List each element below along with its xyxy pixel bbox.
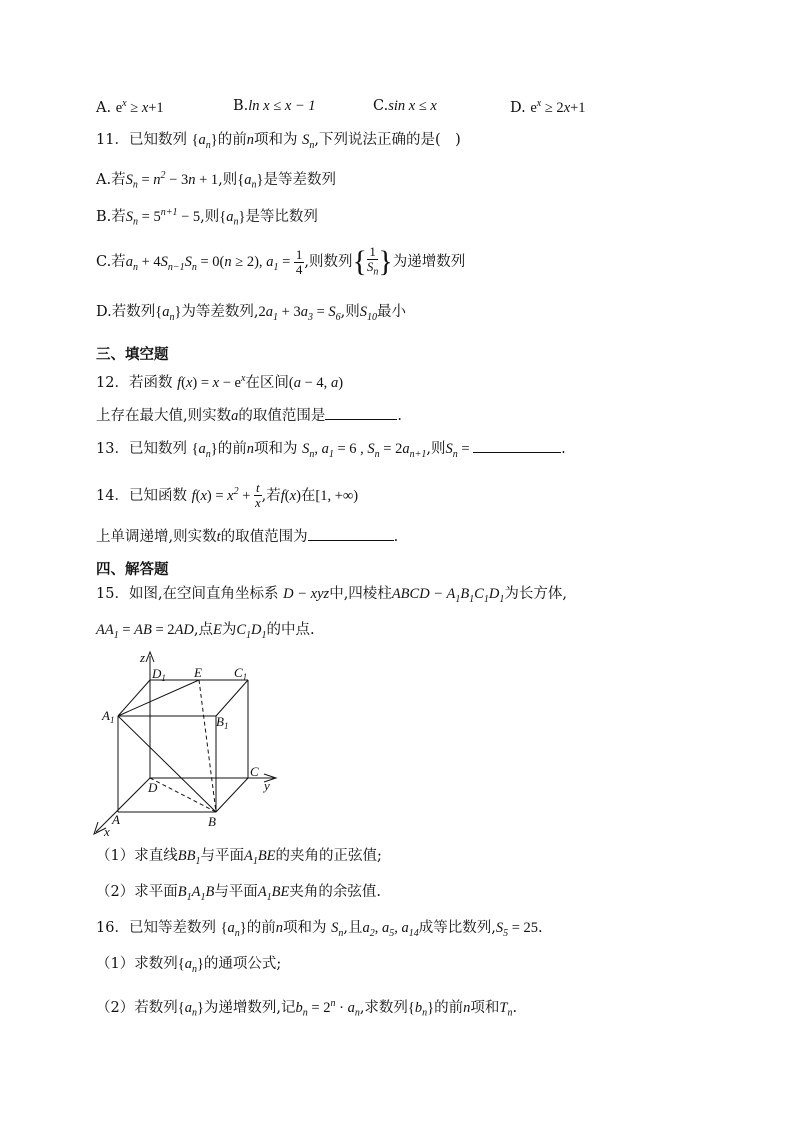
label-e: E — [194, 665, 202, 680]
label-x: x — [104, 824, 110, 839]
q11-option-c: C.若$a_n + 4S_{n-1}S_n = 0(n \ge 2)$, $a_1$ = $\frac{1}{4}$ ,则数列{ $\frac{1}{S_n}$ }为递增数列 — [96, 243, 466, 278]
label-b: B — [208, 814, 216, 829]
label-d1: $D_1$ — [152, 666, 166, 683]
label-c1: $C_1$ — [234, 665, 248, 682]
answer-blank[interactable] — [325, 405, 397, 420]
answer-blank[interactable] — [308, 526, 394, 541]
q16-part1: （1）求数列$\{a_n\}$的通项公式; — [96, 956, 282, 975]
fraction-one-quarter: $\frac{1}{4}$ — [295, 246, 303, 277]
q14-line1: 14．已知函数 $f(x) = x^2$ + $\frac{t}{x}$ ,若f(x)在[1, +∞) — [96, 480, 359, 511]
q10-option-b: B.ln x ≤ x − 1 — [233, 98, 316, 114]
q12-line1: 12．若函数 $f(x) = x - e^x$在区间(a − 4, a) — [96, 373, 344, 391]
q14-line2: 上单调递增,则实数t的取值范围为 . — [96, 526, 398, 547]
q16-stem: 16．已知等差数列 $\{a_n\}$的前n项和为 $S_n$,且$a_2$, $a_5$, $a_{14}$成等比数列$,S_5 = 25$. — [96, 920, 543, 939]
fraction-one-over-sn: $\frac{1}{S_n}$ — [366, 243, 379, 278]
edge-d1a1 — [118, 680, 150, 716]
q10-option-c: C.sin x ≤ x — [373, 98, 437, 114]
q10-option-a: A. $e^x \ge x+1$ — [96, 98, 164, 116]
label-a: A — [112, 812, 120, 827]
q13-line: 13．已知数列 $\{a_n\}$的前n项和为 $S_n$, $a_1 = 6$ , $S_n = 2a_{n+1}$,则$S_n$ = . — [96, 438, 566, 465]
label-z: z — [140, 650, 146, 665]
segment-db — [150, 778, 216, 812]
segment-eb — [199, 680, 216, 812]
answer-blank[interactable] — [473, 438, 561, 453]
segment-a1e — [118, 680, 199, 716]
q12-line2: 上存在最大值,则实数a的取值范围是 . — [96, 405, 402, 426]
q10-option-d: D. $e^x \ge 2x+1$ — [510, 98, 586, 116]
label-d: D — [148, 780, 158, 795]
label-y: y — [264, 778, 270, 793]
q11-option-d: D.若数列$\{a_n\}$为等差数列$,2a_1 + 3a_3 = S_6$,则$S_{10}$最小 — [96, 304, 406, 323]
q11-option-a: A.若$S_n = n^2 - 3n + 1$,则$\{a_n\}$是等差数列 — [96, 170, 336, 191]
cuboid-figure — [88, 648, 288, 840]
label-c: C — [250, 764, 259, 779]
q15-part1: （1）求直线$BB_1$与平面$A_1BE$的夹角的正弦值; — [96, 848, 382, 867]
q11-option-b: B.若$S_n = 5^{n+1} - 5$,则$\{a_n\}$是等比数列 — [96, 207, 318, 228]
q15-line1: 15．如图,在空间直角坐标系 D − xyz中,四棱柱ABCD − $A_1B_1C_1D_1$为长方体, — [96, 586, 567, 605]
segment-a1b — [118, 716, 216, 812]
edge-c1b1 — [216, 680, 248, 716]
label-b1: $B_1$ — [216, 714, 229, 731]
label-a1: $A_1$ — [102, 708, 115, 725]
section-solve-heading: 四、解答题 — [96, 562, 169, 578]
q15-part2: （2）求平面$B_1A_1B$与平面$A_1BE$夹角的余弦值. — [96, 884, 381, 903]
q15-line2: $AA_1$ = AB = 2AD,点E为$C_1D_1$的中点. — [96, 622, 315, 641]
fraction-t-over-x: $\frac{t}{x}$ — [254, 480, 261, 511]
edge-bc — [216, 778, 248, 812]
q11-stem: 11．已知数列 $\{a_n\}$的前n项和为 $S_n$,下列说法正确的是( ) — [96, 132, 461, 151]
q16-part2: （2）若数列$\{a_n\}$为递增数列,记$b_n = 2^n \cdot a_n$,求数列$\{b_n\}$的前n项和$T_n$. — [96, 998, 518, 1019]
section-fill-in-heading: 三、填空题 — [96, 347, 169, 363]
